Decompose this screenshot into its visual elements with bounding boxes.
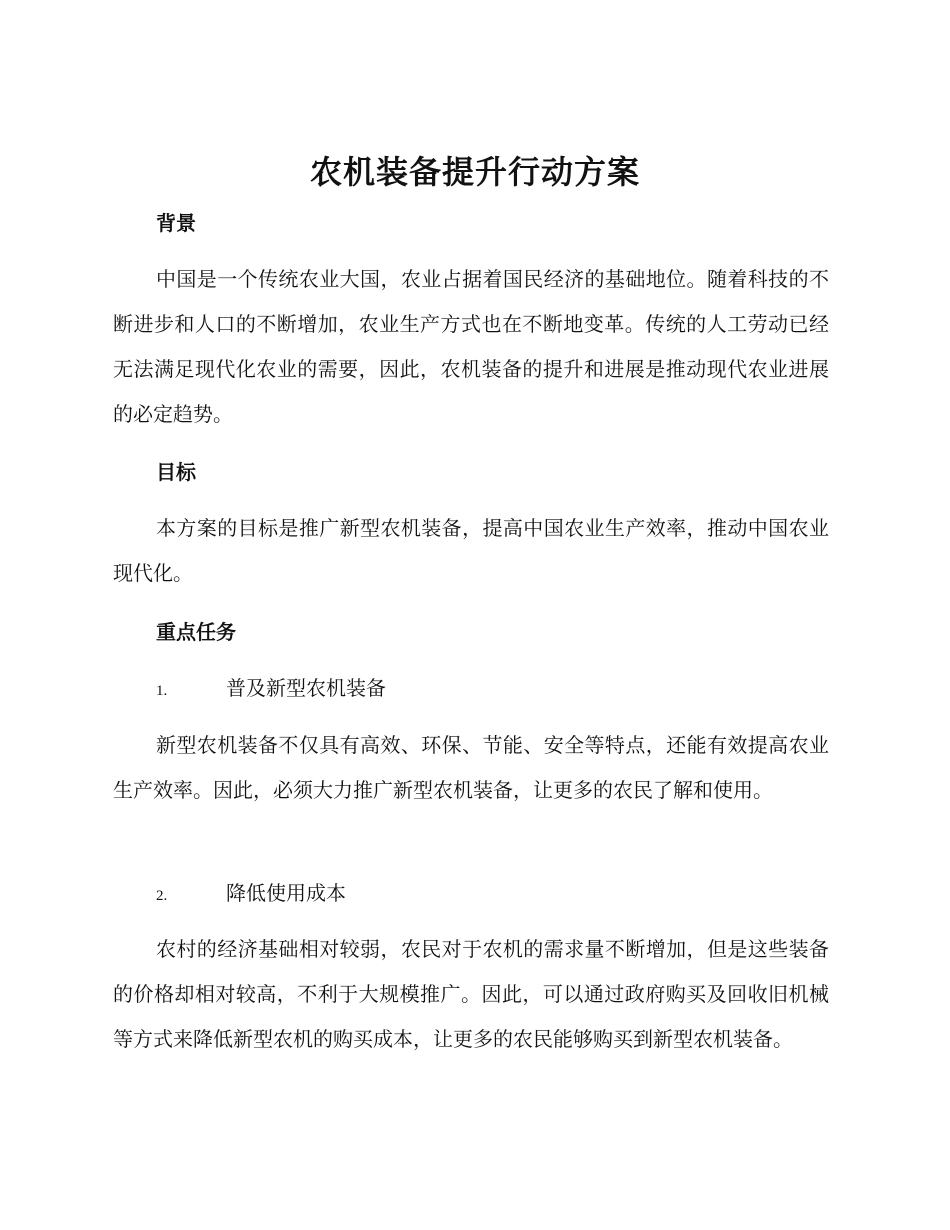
task-number: 2.: [156, 888, 168, 904]
task-1-paragraph: 新型农机装备不仅具有高效、环保、节能、安全等特点，还能有效提高农业生产效率。因此，必须大力推广新型农机装备，让更多的农民了解和使用。: [113, 733, 829, 802]
section-heading-goal: 目标: [156, 460, 196, 484]
goal-paragraph: 本方案的目标是推广新型农机装备，提高中国农业生产效率，推动中国农业现代化。: [113, 516, 829, 585]
task-item-1: [156, 674, 386, 705]
task-number: 1.: [156, 683, 168, 699]
task-item-2: [156, 879, 346, 910]
background-paragraph: 中国是一个传统农业大国，农业占据着国民经济的基础地位。随着科技的不断进步和人口的不断增加，农业生产方式也在不断地变革。传统的人工劳动已经无法满足现代化农业的需要，因此，农机装备的提升和进展是推动现代农业进展的必定趋势。: [113, 267, 829, 426]
task-2-paragraph: 农村的经济基础相对较弱，农民对于农机的需求量不断增加，但是这些装备的价格却相对较高，不利于大规模推广。因此，可以通过政府购买及回收旧机械等方式来降低新型农机的购买成本，让更多的农民能够购买到新型农机装备。: [113, 937, 829, 1051]
section-heading-tasks: 重点任务: [156, 620, 236, 644]
section-heading-background: 背景: [156, 211, 196, 235]
task-title: 普及新型农机装备: [226, 676, 386, 700]
task-title: 降低使用成本: [226, 881, 346, 905]
document-title: 农机装备提升行动方案: [309, 153, 640, 191]
